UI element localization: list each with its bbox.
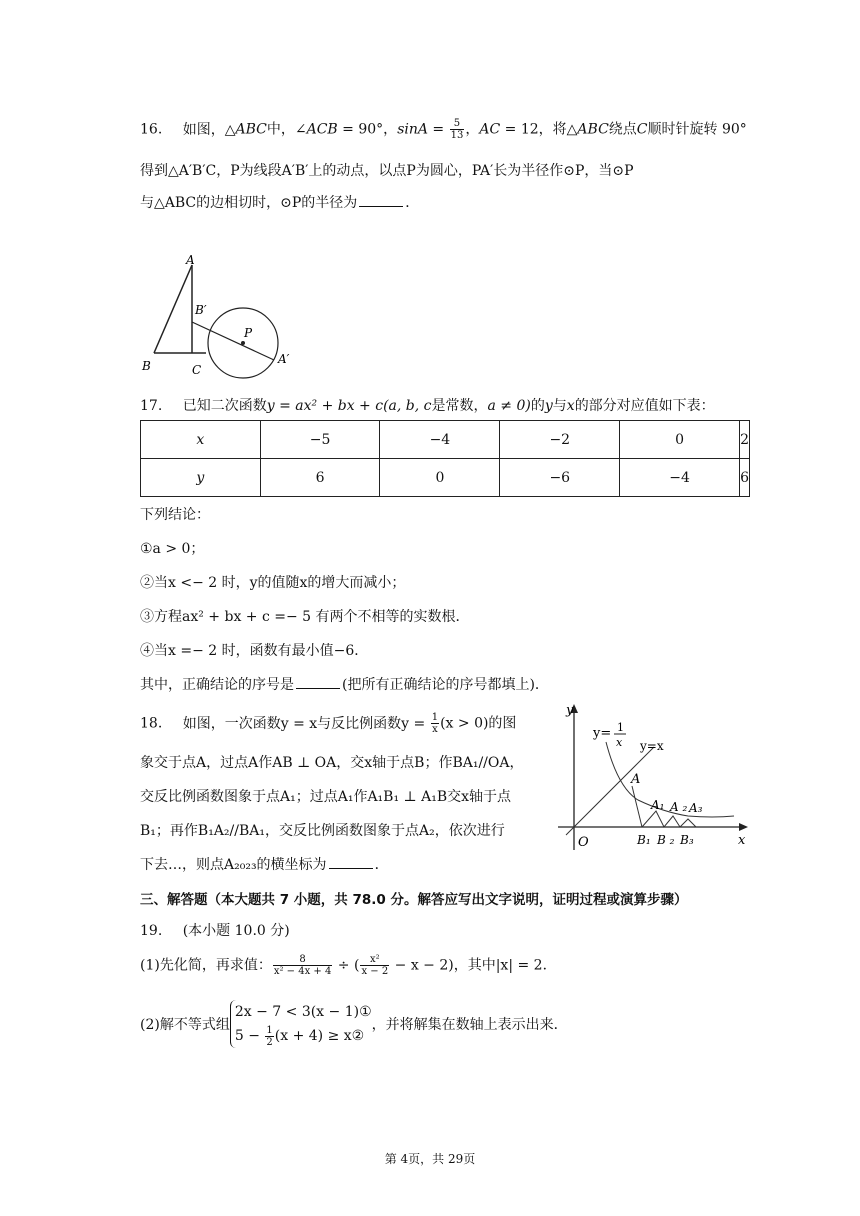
table-cell: 2 <box>740 421 750 459</box>
table-cell: −2 <box>500 421 620 459</box>
label-A3: A₃ <box>689 801 703 815</box>
answer-blank <box>329 856 373 869</box>
q18-line3: 交反比例函数图象于点A₁；过点A₁作A₁B₁ ⊥ A₁B交x轴于点 <box>140 789 512 805</box>
q16-line3: 与△ABC的边相切时，⊙P的半径为 ． <box>140 195 420 211</box>
q19-part2: (2)解不等式组 2x − 7 < 3(x − 1)① 5 − $\frac{1}{2}$ (x + 4) ≥ x② ，并将解集在数轴上表示出来． <box>140 1000 568 1048</box>
q16-line2: 得到△A′B′C，P为线段A′B′上的动点，以点P为圆心，PA′长为半径作⊙P，当⊙P <box>140 163 634 179</box>
table-cell: x <box>141 421 261 459</box>
inequality-system: 2x − 7 < 3(x − 1)① 5 − $\frac{1}{2}$ (x + 4) ≥ x② <box>230 1000 372 1048</box>
q18-line1: 18. 如图，一次函数y = x与反比例函数y = $\frac{1}{x}$ (x > 0)的图 <box>140 712 517 735</box>
label-A: A <box>186 253 195 267</box>
label-B: B <box>142 359 151 373</box>
label-line: y=x <box>640 739 664 753</box>
table-cell: −4 <box>380 421 500 459</box>
label-func-den: x <box>616 736 623 749</box>
q18-line5: 下去…，则点A₂₀₂₃的横坐标为 ． <box>140 857 389 873</box>
q17-conclusions-title: 下列结论： <box>140 507 210 523</box>
label-A: A <box>631 772 641 787</box>
label-func-num: 1 <box>617 721 624 734</box>
q16-line1: 16. 如图，△ABC中，∠ACB = 90°，sinA = $\frac{5}{13}$ ，AC = 12，将△ABC绕点C顺时针旋转 90° <box>140 118 747 141</box>
q19-part1: (1)先化简，再求值： $\frac{8}{\text{x² − 4x + 4}}$ ÷ ( $\frac{\text{x²}}{x - 2}$ − x − 2)，其中|x| = 2． <box>140 954 557 977</box>
label-B3: B₃ <box>680 833 694 847</box>
label-A1: A₁ <box>651 798 665 812</box>
label-y-axis: y <box>566 703 574 718</box>
q18-number: 18. <box>140 715 163 732</box>
q17-number: 17. <box>140 398 163 414</box>
label-A-prime: A′ <box>278 352 290 366</box>
q18-figure <box>548 700 754 860</box>
label-B-prime: B′ <box>195 303 207 317</box>
table-cell: 0 <box>380 459 500 497</box>
table-cell: 0 <box>620 421 740 459</box>
label-A2: A ₂ <box>670 800 688 814</box>
section-3-title: 三、解答题（本大题共 7 小题，共 78.0 分。解答应写出文字说明，证明过程或演算步骤） <box>140 892 688 908</box>
q18-fraction: $\frac{1}{x}$ <box>431 712 439 735</box>
q19-fraction-2: $\frac{\text{x²}}{x - 2}$ <box>361 954 389 977</box>
table-cell: y <box>141 459 261 497</box>
q17-conclusion-1: ①a > 0； <box>140 541 205 557</box>
q19-header: 19. (本小题 10.0 分) <box>140 923 290 939</box>
q18-line4: B₁；再作B₁A₂//BA₁，交反比例函数图象于点A₂，依次进行 <box>140 823 505 839</box>
answer-blank <box>359 194 403 207</box>
q17-conclusion-3: ③方程ax² + bx + c =− 5 有两个不相等的实数根． <box>140 609 470 625</box>
label-origin: O <box>578 835 589 850</box>
q17-conclusion-2: ②当x <− 2 时，y的值随x的增大而减小； <box>140 575 406 591</box>
q16-fraction: $\frac{5}{13}$ <box>450 118 464 141</box>
table-cell: −5 <box>260 421 380 459</box>
table-cell: 6 <box>740 459 750 497</box>
label-x-axis: x <box>738 833 746 848</box>
table-row <box>141 421 750 459</box>
q19-number: 19. <box>140 923 163 939</box>
table-cell: −4 <box>620 459 740 497</box>
q17-stem: 17. 已知二次函数y = ax² + bx + c(a, b, c是常数，a ≠ 0)的y与x的部分对应值如下表： <box>140 398 715 414</box>
label-B2: B ₂ <box>657 833 675 847</box>
page-footer: 第 4页，共 29页 <box>384 1152 476 1166</box>
table-cell: 6 <box>260 459 380 497</box>
q19-fraction-1: $\frac{8}{\text{x² − 4x + 4}}$ <box>273 954 332 977</box>
table-cell: −6 <box>500 459 620 497</box>
q18-line2: 象交于点A，过点A作AB ⊥ OA，交x轴于点B；作BA₁//OA， <box>140 755 524 771</box>
q16-number: 16. <box>140 121 163 138</box>
label-P: P <box>244 326 253 340</box>
q16-figure <box>136 250 306 385</box>
label-B1: B₁ <box>637 833 651 847</box>
q17-conclusion-4: ④当x =− 2 时，函数有最小值−6． <box>140 643 369 659</box>
label-C: C <box>192 363 202 377</box>
table-row <box>141 459 750 497</box>
q17-answer: 其中，正确结论的序号是 (把所有正确结论的序号都填上)． <box>140 677 549 693</box>
label-func: y= <box>593 726 612 741</box>
answer-blank <box>296 676 340 689</box>
q17-value-table <box>140 420 750 497</box>
